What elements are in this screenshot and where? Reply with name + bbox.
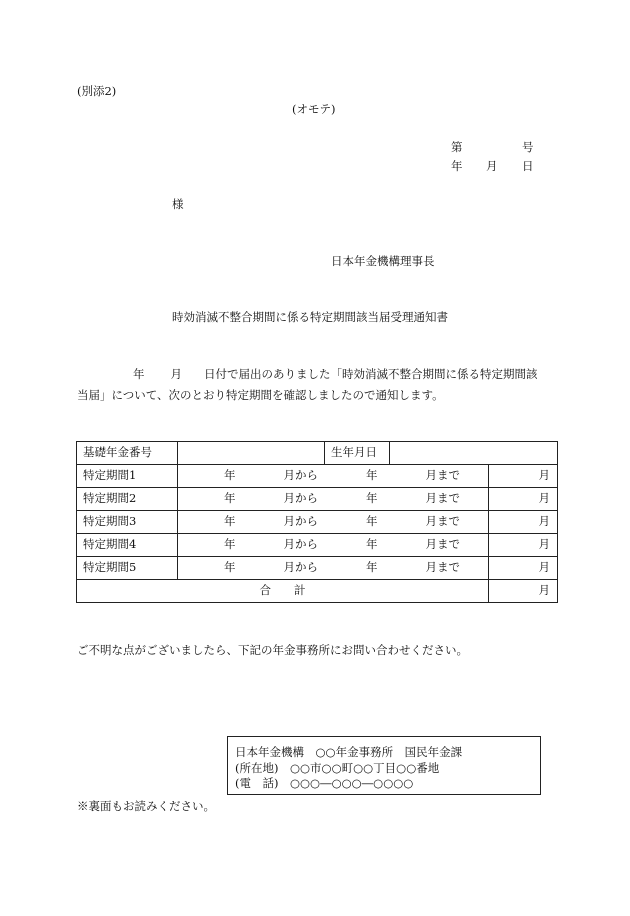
specific-periods-table — [76, 441, 558, 603]
total-unit: 月 — [489, 580, 558, 603]
doc-number-prefix: 第 — [451, 140, 463, 154]
office-phone: (電 話) ○○○―○○○―○○○○ — [235, 776, 414, 790]
period-unit: 月 — [489, 557, 558, 580]
period-range: 年 月から 年 月まで — [178, 488, 489, 511]
issue-date-day: 日 — [522, 159, 534, 173]
period-label: 特定期間5 — [77, 557, 178, 580]
period-label: 特定期間3 — [77, 511, 178, 534]
office-contact-box — [227, 736, 541, 795]
table-row — [77, 534, 558, 557]
period-range: 年 月から 年 月まで — [178, 557, 489, 580]
inquiry-note: ご不明な点がございましたら、下記の年金事務所にお問い合わせください。 — [77, 643, 468, 657]
period-unit: 月 — [489, 511, 558, 534]
pension-number-label: 基礎年金番号 — [77, 442, 178, 465]
period-unit: 月 — [489, 465, 558, 488]
office-address: (所在地) ○○市○○町○○丁目○○番地 — [235, 760, 440, 775]
period-label: 特定期間4 — [77, 534, 178, 557]
birthdate-cell — [325, 442, 558, 465]
birthdate-label: 生年月日 — [331, 445, 377, 460]
period-range: 年 月から 年 月まで — [178, 511, 489, 534]
birthdate-value — [389, 442, 557, 464]
body-text — [77, 364, 563, 406]
back-side-note: ※裏面もお読みください。 — [77, 799, 215, 813]
body-line2: 当届」について、次のとおり特定期間を確認しましたので通知します。 — [77, 388, 444, 402]
table-row — [77, 557, 558, 580]
doc-number-suffix: 号 — [522, 140, 534, 154]
office-name: 日本年金機構 ○○年金事務所 国民年金課 — [235, 745, 463, 759]
recipient-suffix: 様 — [172, 197, 184, 211]
pension-number-value — [178, 442, 325, 465]
period-unit: 月 — [489, 534, 558, 557]
total-label: 合 計 — [77, 580, 489, 603]
sender-name: 日本年金機構理事長 — [331, 254, 435, 268]
table-row — [77, 465, 558, 488]
period-label: 特定期間2 — [77, 488, 178, 511]
issue-date-year: 年 — [451, 159, 463, 173]
period-range: 年 月から 年 月まで — [178, 534, 489, 557]
total-row — [77, 580, 558, 603]
attachment-label: (別添2) — [77, 84, 117, 98]
side-label: (オモテ) — [292, 102, 336, 116]
period-unit: 月 — [489, 488, 558, 511]
table-header-row — [77, 442, 558, 465]
body-line1-rest: 日付で届出のありました「時効消滅不整合期間に係る特定期間該 — [204, 367, 538, 381]
table-row — [77, 488, 558, 511]
period-label: 特定期間1 — [77, 465, 178, 488]
issue-date-month: 月 — [486, 159, 498, 173]
period-range: 年 月から 年 月まで — [178, 465, 489, 488]
body-month: 月 — [170, 367, 182, 381]
body-year: 年 — [133, 367, 145, 381]
table-row — [77, 511, 558, 534]
document-title: 時効消滅不整合期間に係る特定期間該当届受理通知書 — [172, 310, 448, 324]
